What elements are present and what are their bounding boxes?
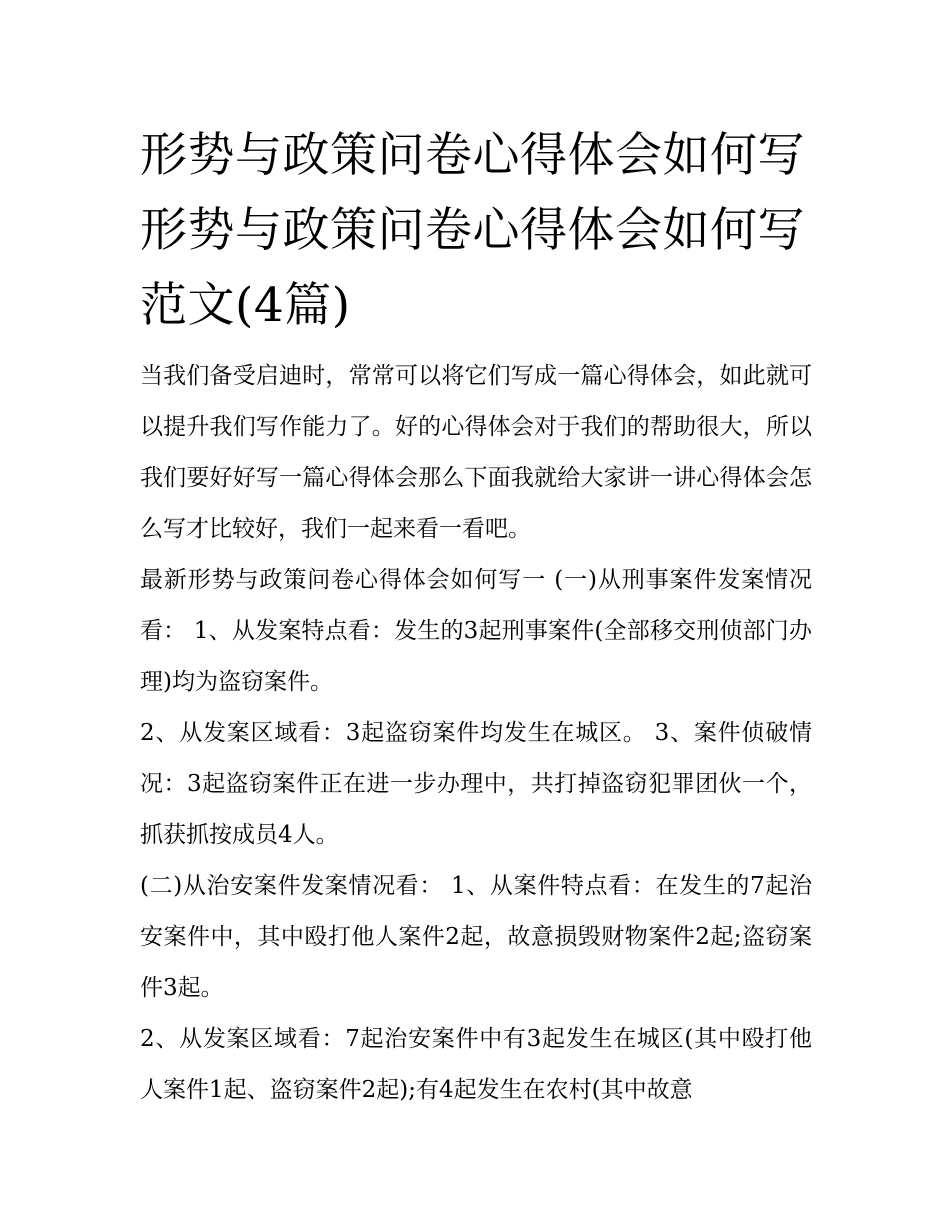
paragraph-public-security-cases: (二)从治安案件发案情况看： 1、从案件特点看：在发生的7起治安案件中，其中殴打他人案件2起，故意损毁财物案件2起;盗窃案件3起。 xyxy=(140,873,812,1001)
paragraph-public-security-area: 2、从发案区域看：7起治安案件中有3起发生在城区(其中殴打他人案件1起、盗窃案件2起);有4起发生在农村(其中故意 xyxy=(140,1026,812,1103)
paragraph-criminal-cases: 最新形势与政策问卷心得体会如何写一 (一)从刑事案件发案情况看： 1、从发案特点看：发生的3起刑事案件(全部移交刑侦部门办理)均为盗窃案件。 xyxy=(140,567,812,695)
title-spacer xyxy=(140,343,812,351)
document-title: 形势与政策问卷心得体会如何写 形势与政策问卷心得体会如何写范文(4篇) xyxy=(140,128,805,333)
paragraph-criminal-area: 2、从发案区域看：3起盗窃案件均发生在城区。 3、案件侦破情况：3起盗窃案件正在进一步办理中，共打掉盗窃犯罪团伙一个，抓获抓按成员4人。 xyxy=(140,720,812,848)
document-page xyxy=(140,118,812,1116)
paragraph-intro: 当我们备受启迪时，常常可以将它们写成一篇心得体会，如此就可以提升我们写作能力了。好的心得体会对于我们的帮助很大，所以我们要好好写一篇心得体会那么下面我就给大家讲一讲心得体会怎么写才比较好，我们一起来看一看吧。 xyxy=(140,363,812,542)
